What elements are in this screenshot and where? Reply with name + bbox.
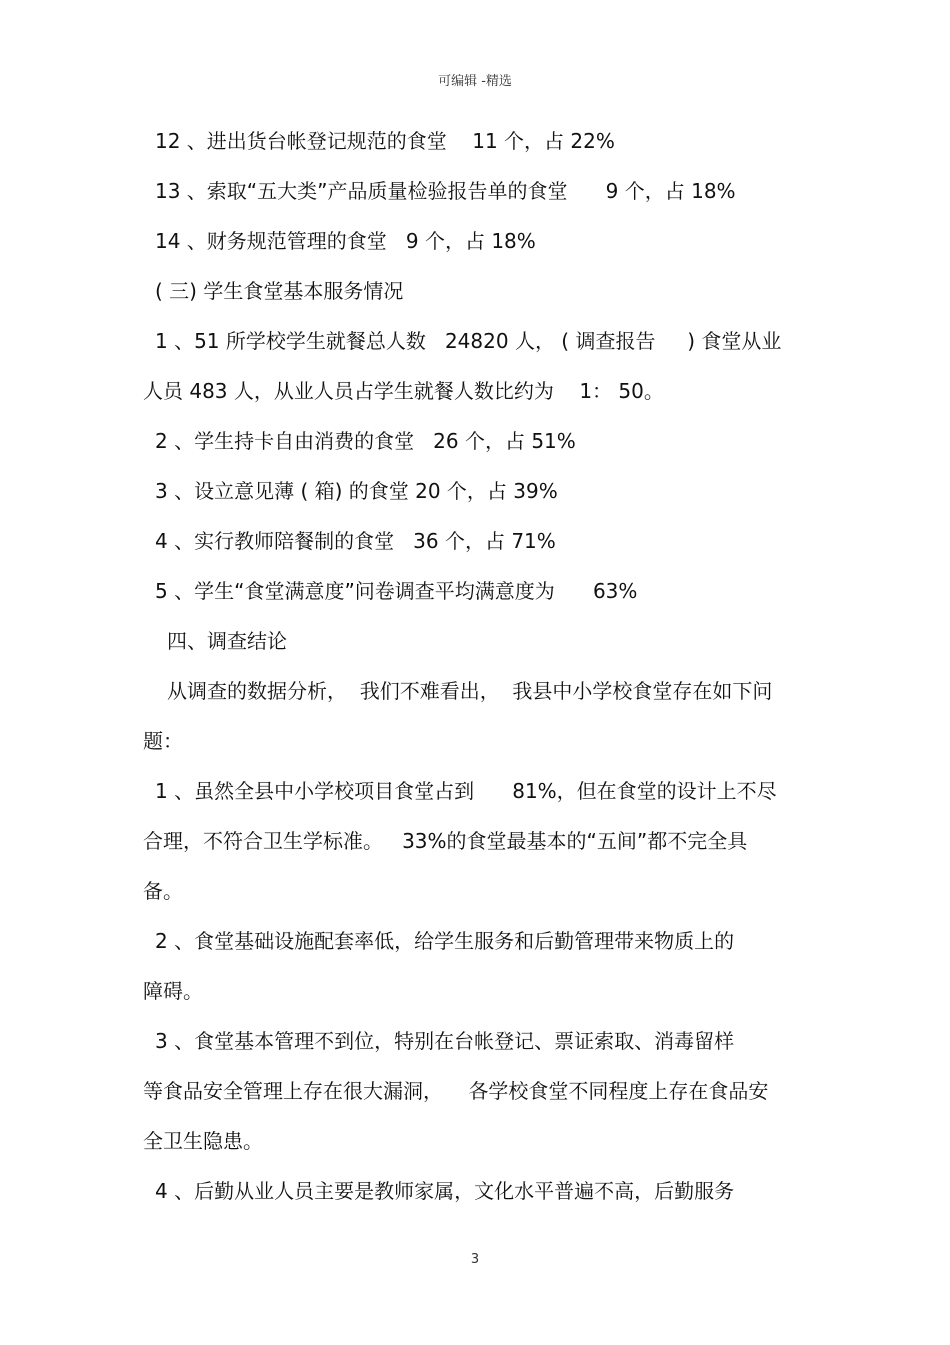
text-line-3-feedback: 3 、设立意见薄 ( 箱) 的食堂 20 个，占 39% xyxy=(155,479,558,503)
text-line-issue-1-cont-b: 备。 xyxy=(143,879,183,903)
text-line-issue-2: 2 、食堂基础设施配套率低，给学生服务和后勤管理带来物质上的 xyxy=(155,929,735,953)
text-line-1-diners-cont: 人员 483 人，从业人员占学生就餐人数比约为 1： 50。 xyxy=(143,379,664,403)
text-line-issue-3: 3 、食堂基本管理不到位，特别在台帐登记、票证索取、消毒留样 xyxy=(155,1029,735,1053)
text-line-issue-3-cont-a: 等食品安全管理上存在很大漏洞， 各学校食堂不同程度上存在食品安 xyxy=(143,1079,769,1103)
text-line-issue-3-cont-b: 全卫生隐患。 xyxy=(143,1129,263,1153)
text-line-analysis-cont: 题： xyxy=(143,729,183,753)
text-line-4-teacher: 4 、实行教师陪餐制的食堂 36 个，占 71% xyxy=(155,529,556,553)
text-line-13-quality-report: 13 、索取“五大类”产品质量检验报告单的食堂 9 个，占 18% xyxy=(155,179,736,203)
section-heading-service: ( 三) 学生食堂基本服务情况 xyxy=(155,279,404,303)
text-line-5-satisfaction: 5 、学生“食堂满意度”问卷调查平均满意度为 63% xyxy=(155,579,638,603)
page-header: 可编辑 -精选 xyxy=(438,74,512,89)
text-line-2-card: 2 、学生持卡自由消费的食堂 26 个，占 51% xyxy=(155,429,576,453)
text-line-issue-2-cont: 障碍。 xyxy=(143,979,203,1003)
section-heading-conclusion: 四、调查结论 xyxy=(167,629,287,653)
page-number: 3 xyxy=(470,1252,480,1267)
text-line-analysis: 从调查的数据分析， 我们不难看出， 我县中小学校食堂存在如下问 xyxy=(167,679,773,703)
text-line-14-finance: 14 、财务规范管理的食堂 9 个，占 18% xyxy=(155,229,536,253)
text-line-issue-4: 4 、后勤从业人员主要是教师家属，文化水平普遍不高，后勤服务 xyxy=(155,1179,735,1203)
text-line-12-ledger: 12 、进出货台帐登记规范的食堂 11 个，占 22% xyxy=(155,129,615,153)
text-line-issue-1: 1 、虽然全县中小学校项目食堂占到 81%，但在食堂的设计上不尽 xyxy=(155,779,777,803)
text-line-issue-1-cont-a: 合理，不符合卫生学标准。 33%的食堂最基本的“五间”都不完全具 xyxy=(143,829,748,853)
text-line-1-diners: 1 、51 所学校学生就餐总人数 24820 人， ( 调查报告 ) 食堂从业 xyxy=(155,329,782,353)
